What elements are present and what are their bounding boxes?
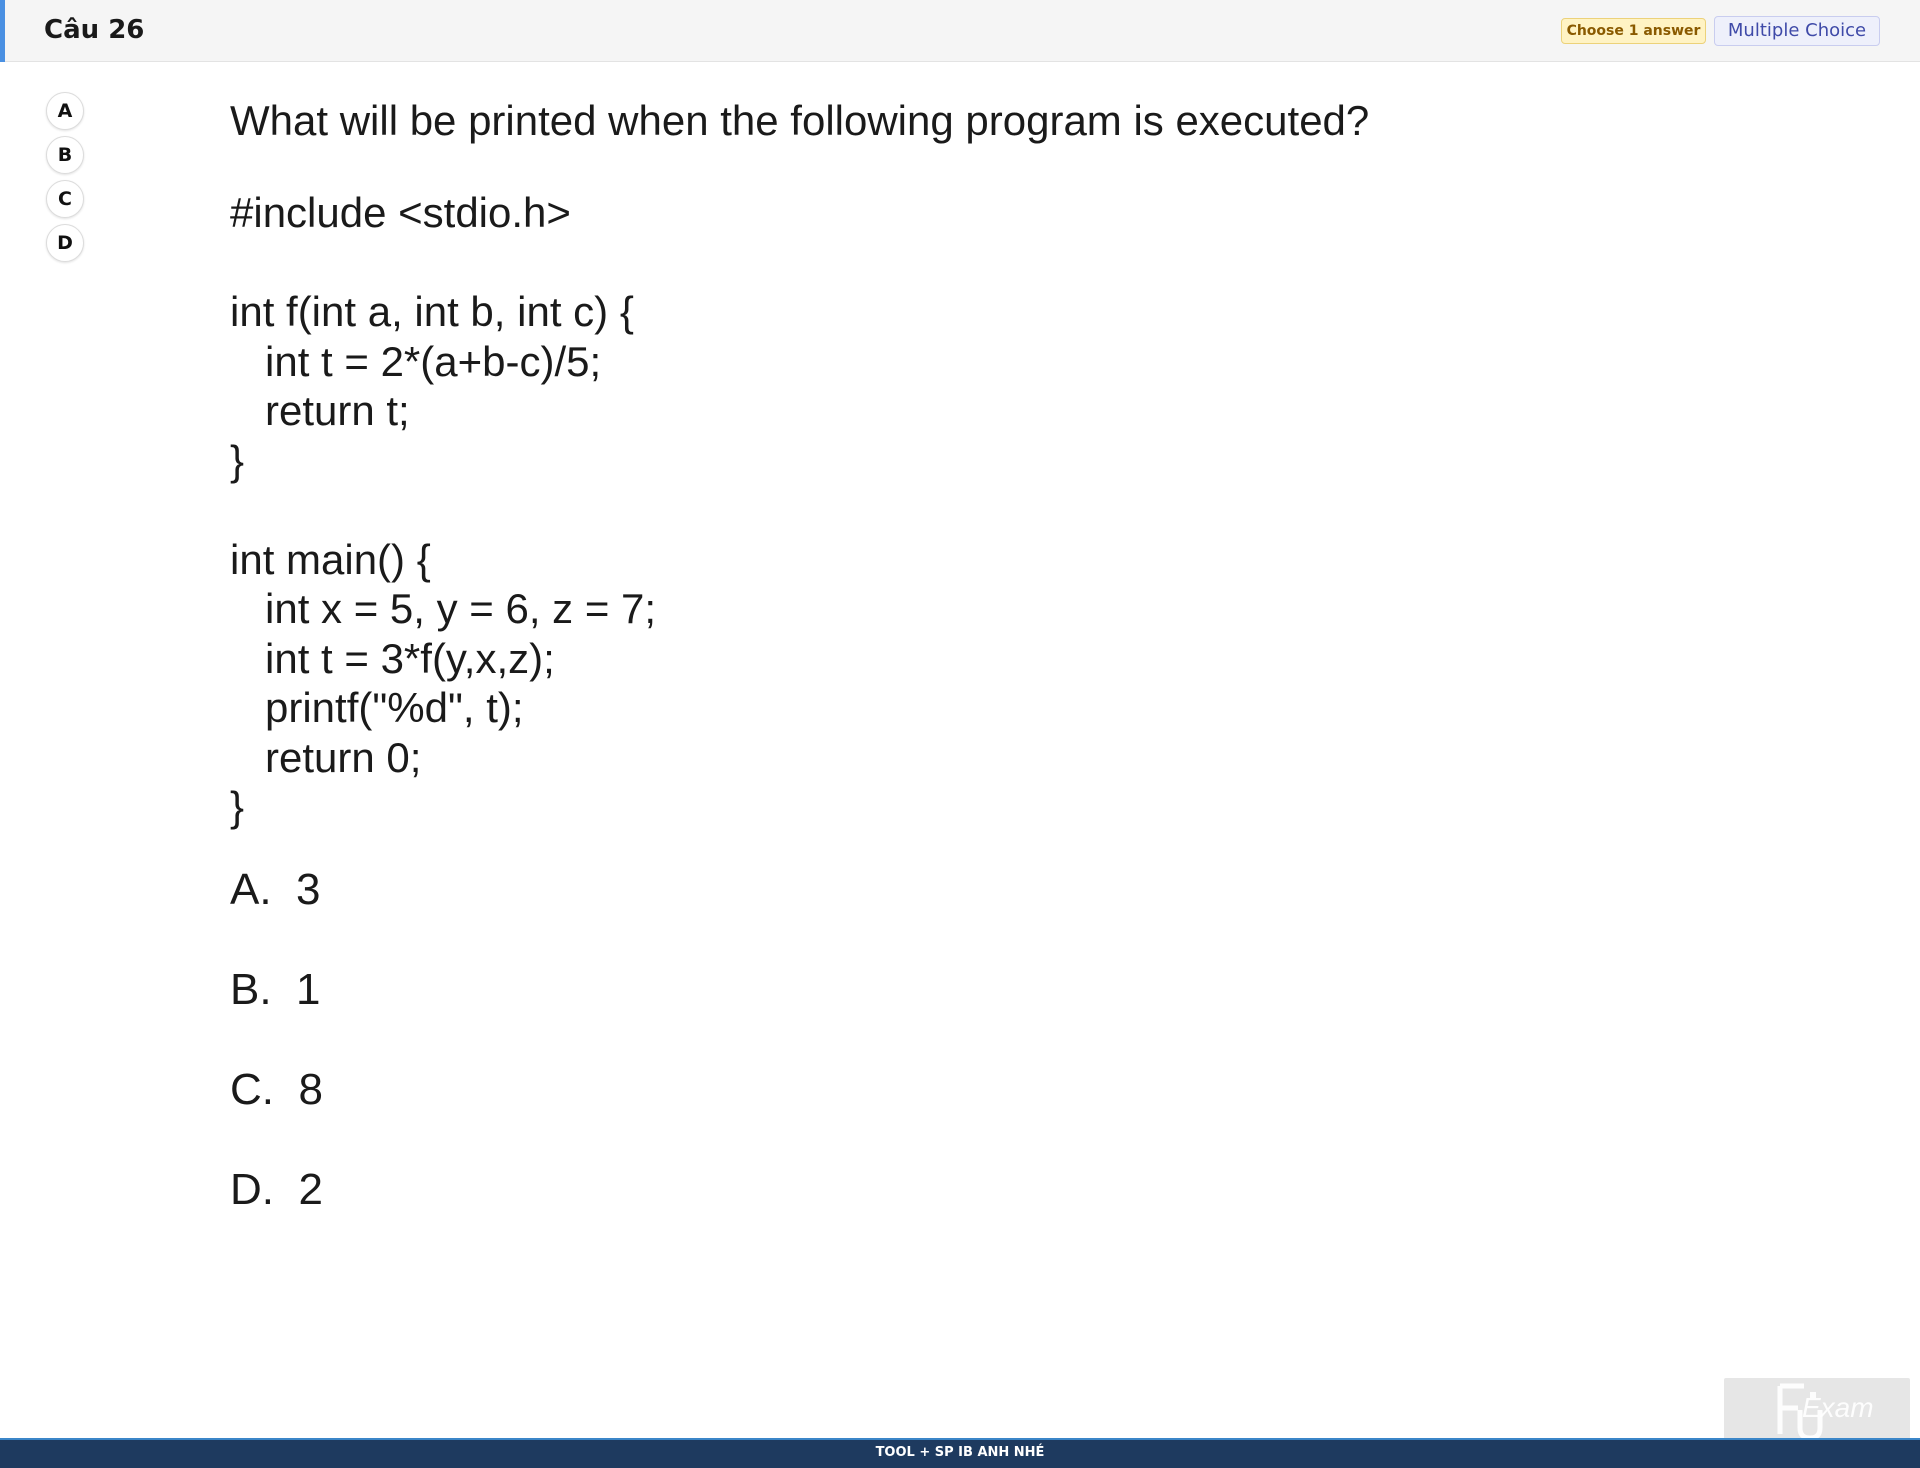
- code-snippet: #include <stdio.h> int f(int a, int b, int c) { int t = 2*(a+b-c)/5; return t; } int main() { int x = 5, y = 6, z = 7; int t = 3*f(y,x,z); printf("%d", t); return 0; }: [230, 189, 657, 830]
- footer-bar: TOOL + SP IB ANH NHÉ: [0, 1438, 1920, 1468]
- question-image: [230, 90, 1730, 1262]
- option-a-button[interactable]: A: [46, 92, 84, 130]
- question-prompt: What will be printed when the following program is executed?: [230, 97, 1370, 144]
- answer-a: A. 3: [230, 864, 321, 914]
- header-accent-bar: [0, 0, 5, 62]
- answer-list: [230, 862, 1730, 1262]
- fu-exam-watermark: [1724, 1378, 1910, 1440]
- question-title: Câu 26: [44, 15, 145, 45]
- option-c-button[interactable]: C: [46, 180, 84, 218]
- answer-option-buttons: [46, 92, 86, 268]
- answer-b: B. 1: [230, 964, 321, 1014]
- answer-d: D. 2: [230, 1164, 323, 1214]
- option-b-button[interactable]: B: [46, 136, 84, 174]
- choose-answer-badge: Choose 1 answer: [1561, 18, 1706, 44]
- question-type-badge: Multiple Choice: [1714, 16, 1880, 46]
- option-d-button[interactable]: D: [46, 224, 84, 262]
- watermark-text: Exam: [1802, 1392, 1874, 1423]
- question-header: [0, 0, 1920, 62]
- answer-c: C. 8: [230, 1064, 323, 1114]
